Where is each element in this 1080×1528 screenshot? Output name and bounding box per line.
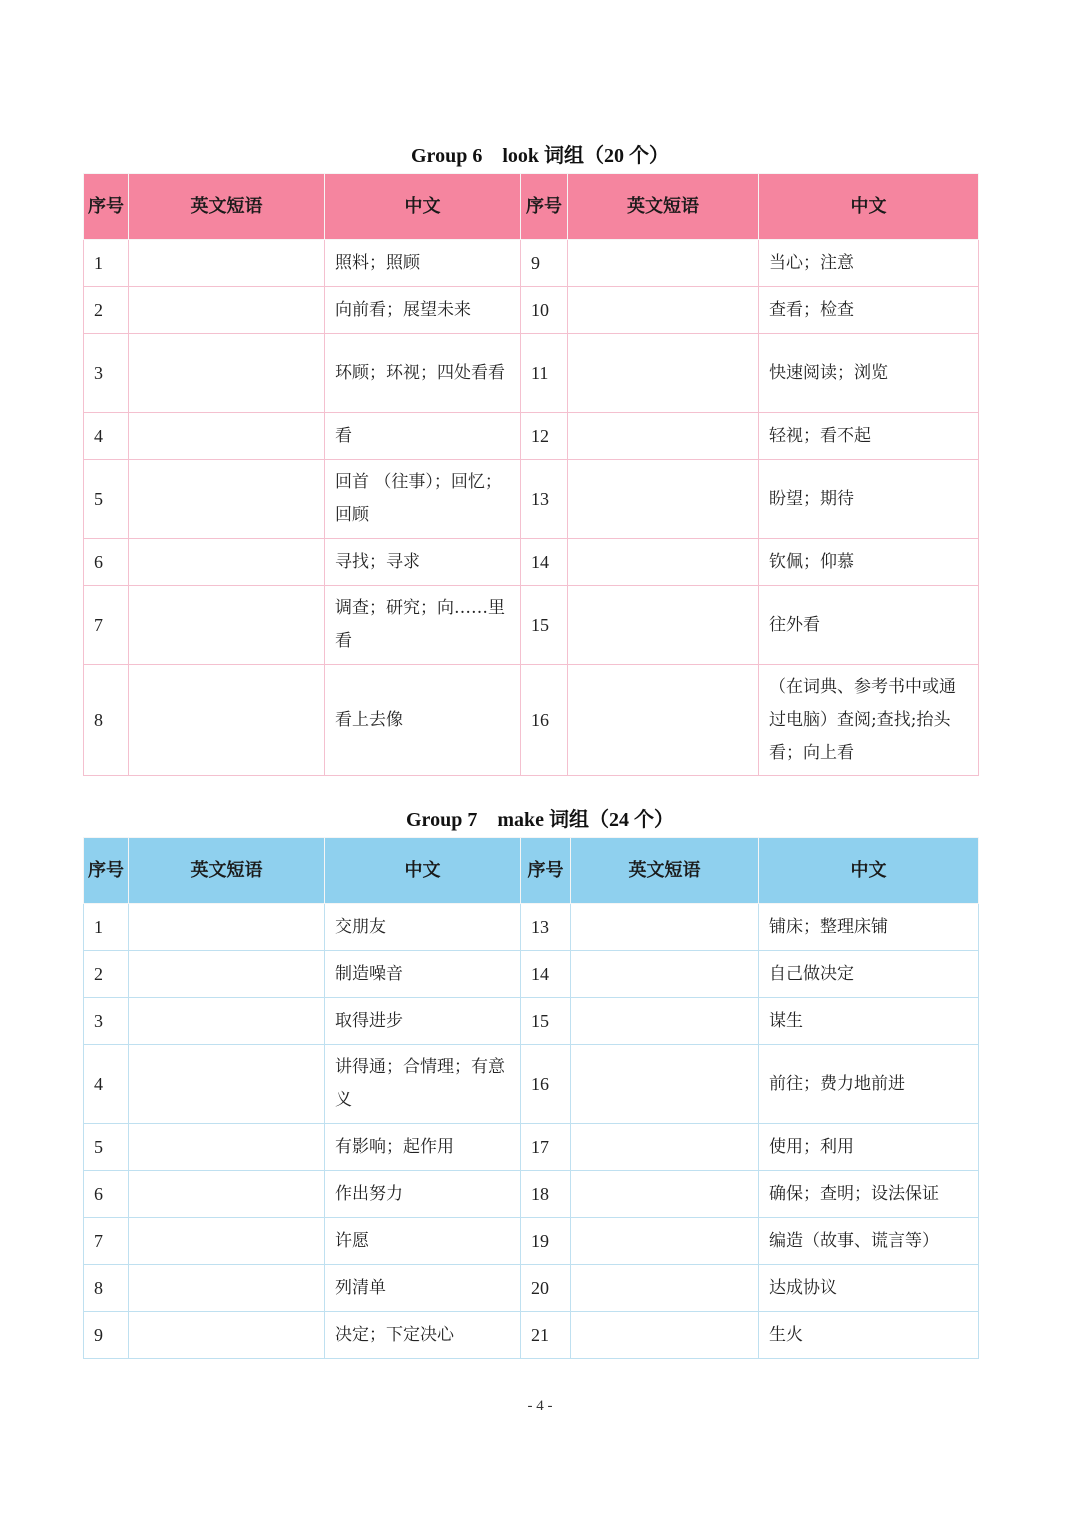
header-seq: 序号 bbox=[84, 838, 129, 904]
row-number: 15 bbox=[521, 998, 571, 1045]
chinese-cell: 环顾；环视；四处看看 bbox=[325, 334, 521, 413]
chinese-cell: 当心；注意 bbox=[759, 240, 979, 287]
header-phrase: 英文短语 bbox=[129, 174, 325, 240]
header-chinese: 中文 bbox=[325, 838, 521, 904]
row-number: 9 bbox=[84, 1312, 129, 1359]
table-row bbox=[84, 413, 979, 460]
phrase-cell bbox=[129, 460, 325, 539]
chinese-cell: 查看；检查 bbox=[759, 287, 979, 334]
row-number: 10 bbox=[521, 287, 568, 334]
phrase-cell bbox=[568, 586, 759, 665]
phrase-cell bbox=[129, 287, 325, 334]
phrase-cell bbox=[129, 240, 325, 287]
group7-table bbox=[83, 837, 979, 1359]
chinese-cell: 确保；查明；设法保证 bbox=[759, 1171, 979, 1218]
chinese-cell: 编造（故事、谎言等） bbox=[759, 1218, 979, 1265]
row-number: 11 bbox=[521, 334, 568, 413]
phrase-cell bbox=[129, 334, 325, 413]
phrase-cell bbox=[571, 904, 759, 951]
table-row bbox=[84, 460, 979, 539]
phrase-cell bbox=[571, 951, 759, 998]
header-seq: 序号 bbox=[84, 174, 129, 240]
phrase-cell bbox=[129, 998, 325, 1045]
row-number: 14 bbox=[521, 951, 571, 998]
chinese-cell: 达成协议 bbox=[759, 1265, 979, 1312]
phrase-cell bbox=[571, 1312, 759, 1359]
phrase-cell bbox=[568, 665, 759, 776]
phrase-cell bbox=[129, 1045, 325, 1124]
row-number: 1 bbox=[84, 240, 129, 287]
phrase-cell bbox=[129, 1312, 325, 1359]
chinese-cell: 制造噪音 bbox=[325, 951, 521, 998]
phrase-cell bbox=[568, 413, 759, 460]
phrase-cell bbox=[568, 539, 759, 586]
phrase-cell bbox=[129, 1265, 325, 1312]
table-row bbox=[84, 1312, 979, 1359]
chinese-cell: 钦佩；仰慕 bbox=[759, 539, 979, 586]
phrase-cell bbox=[129, 1171, 325, 1218]
chinese-cell: 有影响；起作用 bbox=[325, 1124, 521, 1171]
chinese-cell: 快速阅读；浏览 bbox=[759, 334, 979, 413]
table-row bbox=[84, 665, 979, 776]
phrase-cell bbox=[571, 1045, 759, 1124]
row-number: 21 bbox=[521, 1312, 571, 1359]
row-number: 20 bbox=[521, 1265, 571, 1312]
table-row bbox=[84, 904, 979, 951]
row-number: 15 bbox=[521, 586, 568, 665]
table-header-row bbox=[84, 174, 979, 240]
row-number: 2 bbox=[84, 287, 129, 334]
header-phrase: 英文短语 bbox=[568, 174, 759, 240]
table-row bbox=[84, 334, 979, 413]
row-number: 1 bbox=[84, 904, 129, 951]
phrase-cell bbox=[571, 1265, 759, 1312]
row-number: 5 bbox=[84, 460, 129, 539]
header-phrase: 英文短语 bbox=[129, 838, 325, 904]
table-row bbox=[84, 586, 979, 665]
header-phrase: 英文短语 bbox=[571, 838, 759, 904]
chinese-cell: 生火 bbox=[759, 1312, 979, 1359]
phrase-cell bbox=[129, 586, 325, 665]
group6-title: Group 6 look 词组（20 个） bbox=[411, 145, 669, 167]
row-number: 3 bbox=[84, 334, 129, 413]
group6-table bbox=[83, 173, 979, 776]
phrase-cell bbox=[129, 904, 325, 951]
chinese-cell: 看上去像 bbox=[325, 665, 521, 776]
chinese-cell: 许愿 bbox=[325, 1218, 521, 1265]
chinese-cell: 轻视；看不起 bbox=[759, 413, 979, 460]
table-row bbox=[84, 1171, 979, 1218]
phrase-cell bbox=[129, 1124, 325, 1171]
header-chinese: 中文 bbox=[759, 838, 979, 904]
row-number: 9 bbox=[521, 240, 568, 287]
row-number: 16 bbox=[521, 1045, 571, 1124]
row-number: 8 bbox=[84, 1265, 129, 1312]
chinese-cell: 向前看；展望未来 bbox=[325, 287, 521, 334]
chinese-cell: 决定；下定决心 bbox=[325, 1312, 521, 1359]
table-row bbox=[84, 951, 979, 998]
phrase-cell bbox=[571, 1124, 759, 1171]
row-number: 7 bbox=[84, 586, 129, 665]
phrase-cell bbox=[129, 951, 325, 998]
table-row bbox=[84, 539, 979, 586]
phrase-cell bbox=[129, 1218, 325, 1265]
page-number: - 4 - bbox=[527, 1398, 553, 1414]
row-number: 5 bbox=[84, 1124, 129, 1171]
table-row bbox=[84, 1218, 979, 1265]
header-chinese: 中文 bbox=[759, 174, 979, 240]
chinese-cell: （在词典、参考书中或通过电脑）查阅;查找;抬头看；向上看 bbox=[759, 665, 979, 776]
row-number: 14 bbox=[521, 539, 568, 586]
row-number: 8 bbox=[84, 665, 129, 776]
row-number: 18 bbox=[521, 1171, 571, 1218]
table-row bbox=[84, 287, 979, 334]
chinese-cell: 盼望；期待 bbox=[759, 460, 979, 539]
table-row bbox=[84, 998, 979, 1045]
phrase-cell bbox=[571, 1218, 759, 1265]
row-number: 6 bbox=[84, 539, 129, 586]
chinese-cell: 前往；费力地前进 bbox=[759, 1045, 979, 1124]
header-chinese: 中文 bbox=[325, 174, 521, 240]
chinese-cell: 调查；研究；向……里看 bbox=[325, 586, 521, 665]
table-row bbox=[84, 1124, 979, 1171]
chinese-cell: 取得进步 bbox=[325, 998, 521, 1045]
chinese-cell: 往外看 bbox=[759, 586, 979, 665]
chinese-cell: 讲得通；合情理；有意义 bbox=[325, 1045, 521, 1124]
row-number: 6 bbox=[84, 1171, 129, 1218]
row-number: 16 bbox=[521, 665, 568, 776]
phrase-cell bbox=[568, 240, 759, 287]
table-row bbox=[84, 1045, 979, 1124]
table-row bbox=[84, 240, 979, 287]
header-seq: 序号 bbox=[521, 174, 568, 240]
phrase-cell bbox=[129, 413, 325, 460]
chinese-cell: 回首 （往事）；回忆；回顾 bbox=[325, 460, 521, 539]
chinese-cell: 谋生 bbox=[759, 998, 979, 1045]
group7-title: Group 7 make 词组（24 个） bbox=[406, 809, 674, 831]
table-header-row bbox=[84, 838, 979, 904]
row-number: 13 bbox=[521, 904, 571, 951]
header-seq: 序号 bbox=[521, 838, 571, 904]
phrase-cell bbox=[568, 334, 759, 413]
row-number: 19 bbox=[521, 1218, 571, 1265]
phrase-cell bbox=[568, 287, 759, 334]
phrase-cell bbox=[129, 665, 325, 776]
chinese-cell: 自己做决定 bbox=[759, 951, 979, 998]
chinese-cell: 看 bbox=[325, 413, 521, 460]
row-number: 7 bbox=[84, 1218, 129, 1265]
row-number: 4 bbox=[84, 413, 129, 460]
chinese-cell: 交朋友 bbox=[325, 904, 521, 951]
phrase-cell bbox=[568, 460, 759, 539]
row-number: 17 bbox=[521, 1124, 571, 1171]
row-number: 12 bbox=[521, 413, 568, 460]
chinese-cell: 使用；利用 bbox=[759, 1124, 979, 1171]
row-number: 13 bbox=[521, 460, 568, 539]
phrase-cell bbox=[129, 539, 325, 586]
row-number: 2 bbox=[84, 951, 129, 998]
table-row bbox=[84, 1265, 979, 1312]
chinese-cell: 铺床；整理床铺 bbox=[759, 904, 979, 951]
chinese-cell: 作出努力 bbox=[325, 1171, 521, 1218]
row-number: 4 bbox=[84, 1045, 129, 1124]
phrase-cell bbox=[571, 998, 759, 1045]
chinese-cell: 照料；照顾 bbox=[325, 240, 521, 287]
chinese-cell: 列清单 bbox=[325, 1265, 521, 1312]
row-number: 3 bbox=[84, 998, 129, 1045]
phrase-cell bbox=[571, 1171, 759, 1218]
chinese-cell: 寻找；寻求 bbox=[325, 539, 521, 586]
